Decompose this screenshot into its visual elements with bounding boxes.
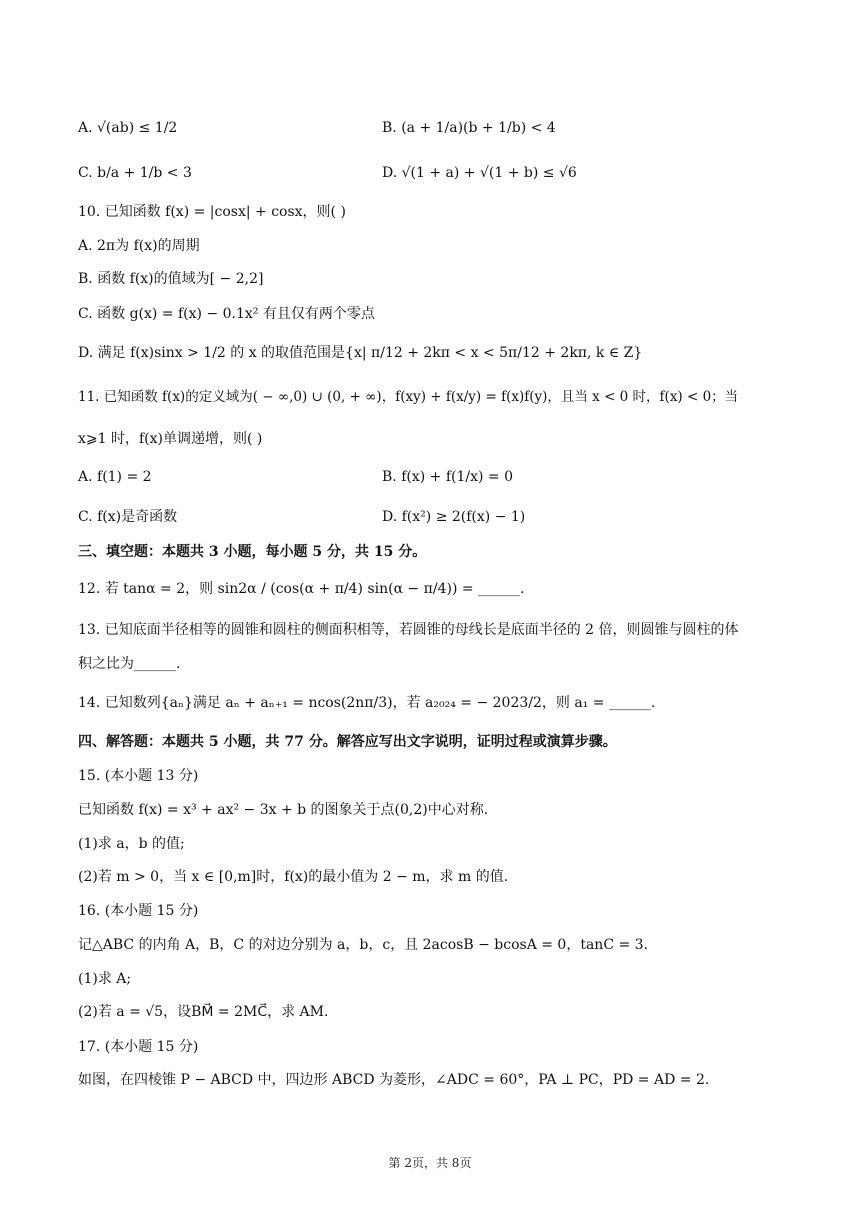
q15-part2: (2)若 m > 0，当 x ∈ [0,m]时，f(x)的最小值为 2 − m，求 m 的值. [78, 869, 509, 885]
page-footer: 第 2页，共 8页 [388, 1156, 472, 1170]
q11-option-b: B. f(x) + f(1/x) = 0 [382, 469, 513, 485]
q11-option-a: A. f(1) = 2 [78, 469, 152, 485]
q15-stem: 已知函数 f(x) = x³ + ax² − 3x + b 的图象关于点(0,2)中心对称. [78, 802, 489, 818]
q9-option-b: B. (a + 1/a)(b + 1/b) < 4 [382, 120, 556, 136]
q11-option-d: D. f(x²) ≥ 2(f(x) − 1) [382, 509, 526, 525]
q14-stem: 14. 已知数列{aₙ}满足 aₙ + aₙ₊₁ = ncos(2nπ/3)，若 a₂₀₂₄ = − 2023/2，则 a₁ = ______. [78, 695, 656, 711]
q11-stem-line2: x⩾1 时，f(x)单调递增，则( ) [78, 431, 263, 447]
section-3-heading: 三、填空题：本题共 3 小题，每小题 5 分，共 15 分。 [78, 544, 427, 560]
q15-part1: (1)求 a，b 的值; [78, 836, 185, 852]
q11-stem-line1: 11. 已知函数 f(x)的定义域为( − ∞,0) ∪ (0, + ∞)，f(xy) + f(x/y) = f(x)f(y)，且当 x < 0 时，f(x) < 0；当 [78, 389, 739, 405]
q10-option-b: B. 函数 f(x)的值域为[ − 2,2] [78, 271, 264, 287]
q10-option-d: D. 满足 f(x)sinx > 1/2 的 x 的取值范围是{x| π/12 + 2kπ < x < 5π/12 + 2kπ, k ∈ Z} [78, 345, 643, 361]
q16-part2: (2)若 a = √5，设BM⃗ = 2MC⃗，求 AM. [78, 1004, 329, 1020]
q17-title: 17. (本小题 15 分) [78, 1039, 199, 1055]
section-4-heading: 四、解答题：本题共 5 小题，共 77 分。解答应写出文字说明，证明过程或演算步骤。 [78, 734, 617, 750]
q12-stem: 12. 若 tanα = 2，则 sin2α / (cos(α + π/4) sin(α − π/4)) = ______. [78, 581, 525, 597]
q17-stem: 如图，在四棱锥 P − ABCD 中，四边形 ABCD 为菱形，∠ADC = 60°，PA ⊥ PC，PD = AD = 2. [78, 1072, 710, 1088]
q10-option-c: C. 函数 g(x) = f(x) − 0.1x² 有且仅有两个零点 [78, 306, 375, 322]
q10-option-a: A. 2π为 f(x)的周期 [78, 238, 200, 254]
q10-stem: 10. 已知函数 f(x) = |cosx| + cosx，则( ) [78, 204, 346, 220]
q16-title: 16. (本小题 15 分) [78, 903, 199, 919]
q9-option-a: A. √(ab) ≤ 1/2 [78, 120, 178, 136]
q13-line2: 积之比为______. [78, 656, 181, 672]
q15-title: 15. (本小题 13 分) [78, 768, 199, 784]
q16-stem: 记△ABC 的内角 A，B，C 的对边分别为 a，b，c，且 2acosB − bcosA = 0，tanC = 3. [78, 937, 649, 953]
q9-option-d: D. √(1 + a) + √(1 + b) ≤ √6 [382, 165, 577, 181]
q11-option-c: C. f(x)是奇函数 [78, 509, 178, 525]
q16-part1: (1)求 A; [78, 971, 132, 987]
q13-line1: 13. 已知底面半径相等的圆锥和圆柱的侧面积相等，若圆锥的母线长是底面半径的 2 倍，则圆锥与圆柱的体 [78, 622, 739, 638]
q9-option-c: C. b/a + 1/b < 3 [78, 165, 192, 181]
